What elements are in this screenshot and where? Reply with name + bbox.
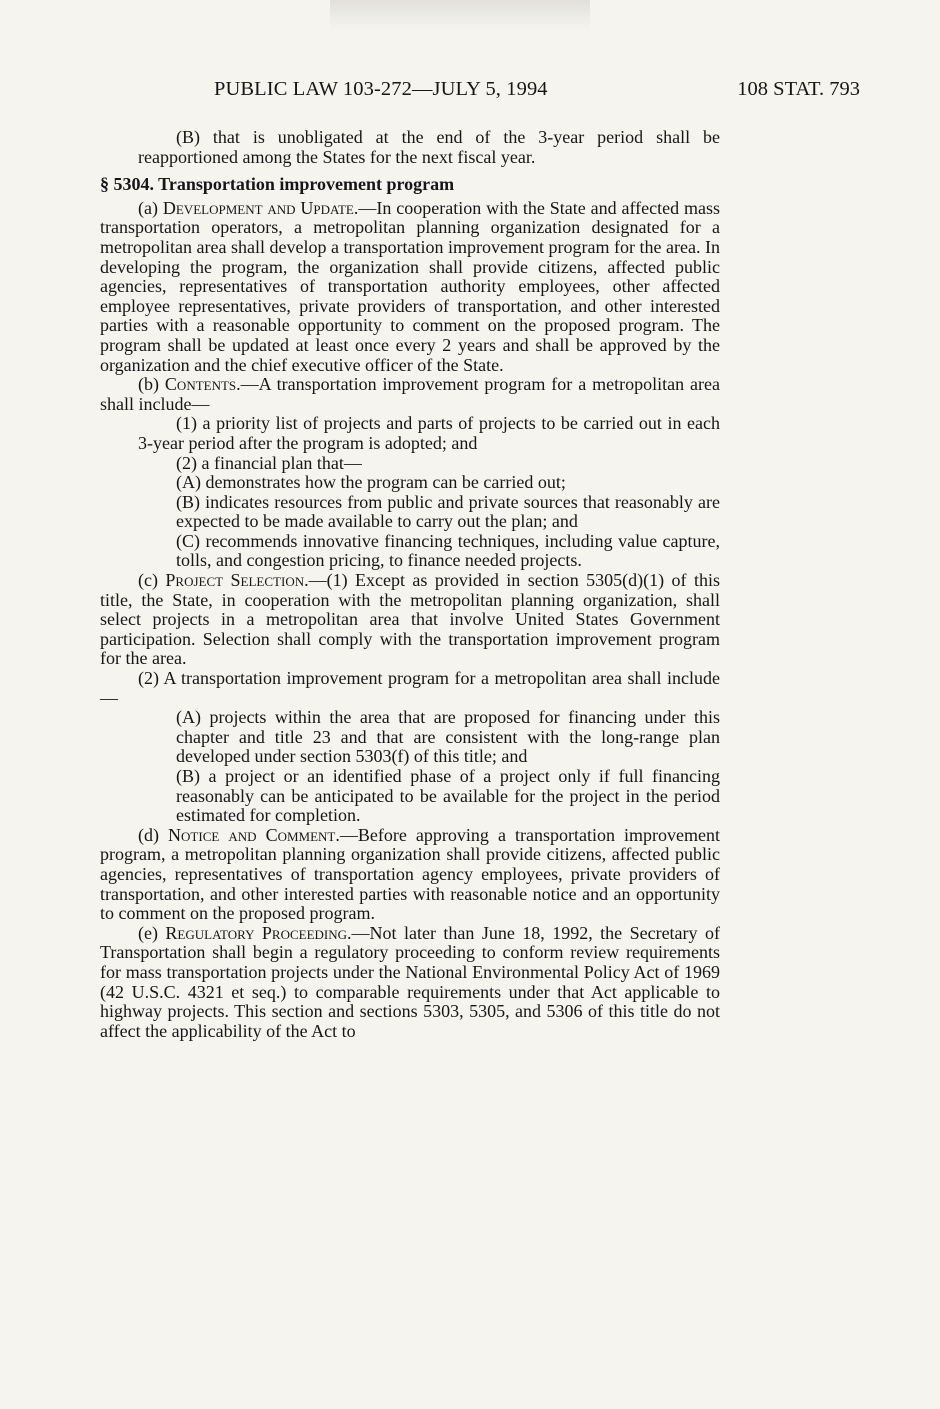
statute-page-number: 108 STAT. 793 <box>737 78 860 100</box>
page-body <box>100 128 720 1041</box>
paragraph-b <box>100 375 720 414</box>
paragraph-b2-B: (B) indicates resources from public and private sources that reasonably are expected to be made available to carry out the plan; and <box>176 491 720 532</box>
section-heading: § 5304. Transportation improvement program <box>100 174 455 195</box>
paragraph-d <box>100 826 720 924</box>
paragraph-e-caption: Regulatory Proceeding. <box>165 922 352 943</box>
page-header <box>214 78 860 104</box>
paragraph-c <box>100 571 720 669</box>
paragraph-c2: (2) A transportation improvement program for a metropolitan area shall include— <box>100 668 720 708</box>
paragraph-c-text: —(1) Except as provided in section 5305(d)(1) of this title, the State, in cooperation with the metropolitan planning organization, shall select projects in a metropolitan area that involve United States Government participation. Selection shall comply with the transportation improvement program for the area. <box>100 570 720 669</box>
paragraph-e-text: —Not later than June 18, 1992, the Secretary of Transportation shall begin a regulatory proceeding to conform review requirements for mass transportation projects under the National Environmental Policy Act of 1969 (42 U.S.C. 4321 et seq.) to comparable requirements under that Act applicable to highway projects. This section and sections 5303, 5305, and 5306 of this title do not affect the applicability of the Act to <box>100 922 720 1041</box>
paragraph-e-lead: (e) <box>138 922 166 943</box>
paragraph-e <box>100 924 720 1042</box>
paragraph-c-caption: Project Selection. <box>165 570 309 591</box>
bleed-through-shadow <box>330 0 590 30</box>
paragraph-b-lead: (b) <box>138 374 165 395</box>
paragraph-b-text: —A transportation improvement program for a metropolitan area shall include— <box>100 374 720 414</box>
paragraph-b2-A: (A) demonstrates how the program can be carried out; <box>176 472 566 493</box>
paragraph-b2: (2) a financial plan that— <box>176 452 362 473</box>
paragraph-b-tail: (B) that is unobligated at the end of the 3-year period shall be reapportioned among the States for the next fiscal year. <box>138 127 720 167</box>
paragraph-a <box>100 199 720 375</box>
paragraph-c2-B: (B) a project or an identified phase of a project only if full financing reasonably can be anticipated to be available for the project in the period estimated for completion. <box>176 766 720 826</box>
running-title: PUBLIC LAW 103-272—JULY 5, 1994 <box>214 78 548 100</box>
paragraph-a-caption: Development and Update. <box>162 197 359 218</box>
paragraph-d-caption: Notice and Comment. <box>168 824 340 845</box>
paragraph-a-text: —In cooperation with the State and affected mass transportation operators, a metropolitan planning organization designated for a metropolitan area shall develop a transportation improvement program for the area. In developing the program, the organization shall provide citizens, affected public agencies, representatives of transportation authority employees, other affected employee representatives, private providers of transportation, and other interested parties with a reasonable opportunity to comment on the proposed program. The program shall be updated at least once every 2 years and shall be approved by the organization and the chief executive officer of the State. <box>100 197 720 375</box>
paragraph-c2-A: (A) projects within the area that are proposed for financing under this chapter and title 23 and that are consistent with the long-range plan developed under section 5303(f) of this title; and <box>176 707 720 767</box>
paragraph-b-caption: Contents. <box>164 374 241 395</box>
paragraph-d-lead: (d) <box>138 824 169 845</box>
paragraph-a-lead: (a) <box>138 197 163 218</box>
paragraph-c-lead: (c) <box>138 570 166 591</box>
paragraph-d-text: —Before approving a transportation improvement program, a metropolitan planning organization shall provide citizens, affected public agencies, representatives of transportation agency employees, private providers of transportation, and other interested parties with reasonable notice and an opportunity to comment on the proposed program. <box>100 824 720 924</box>
paragraph-b1: (1) a priority list of projects and parts of projects to be carried out in each 3-year period after the program is adopted; and <box>138 413 720 453</box>
paragraph-b2-C: (C) recommends innovative financing techniques, including value capture, tolls, and congestion pricing, to finance needed projects. <box>176 530 720 571</box>
